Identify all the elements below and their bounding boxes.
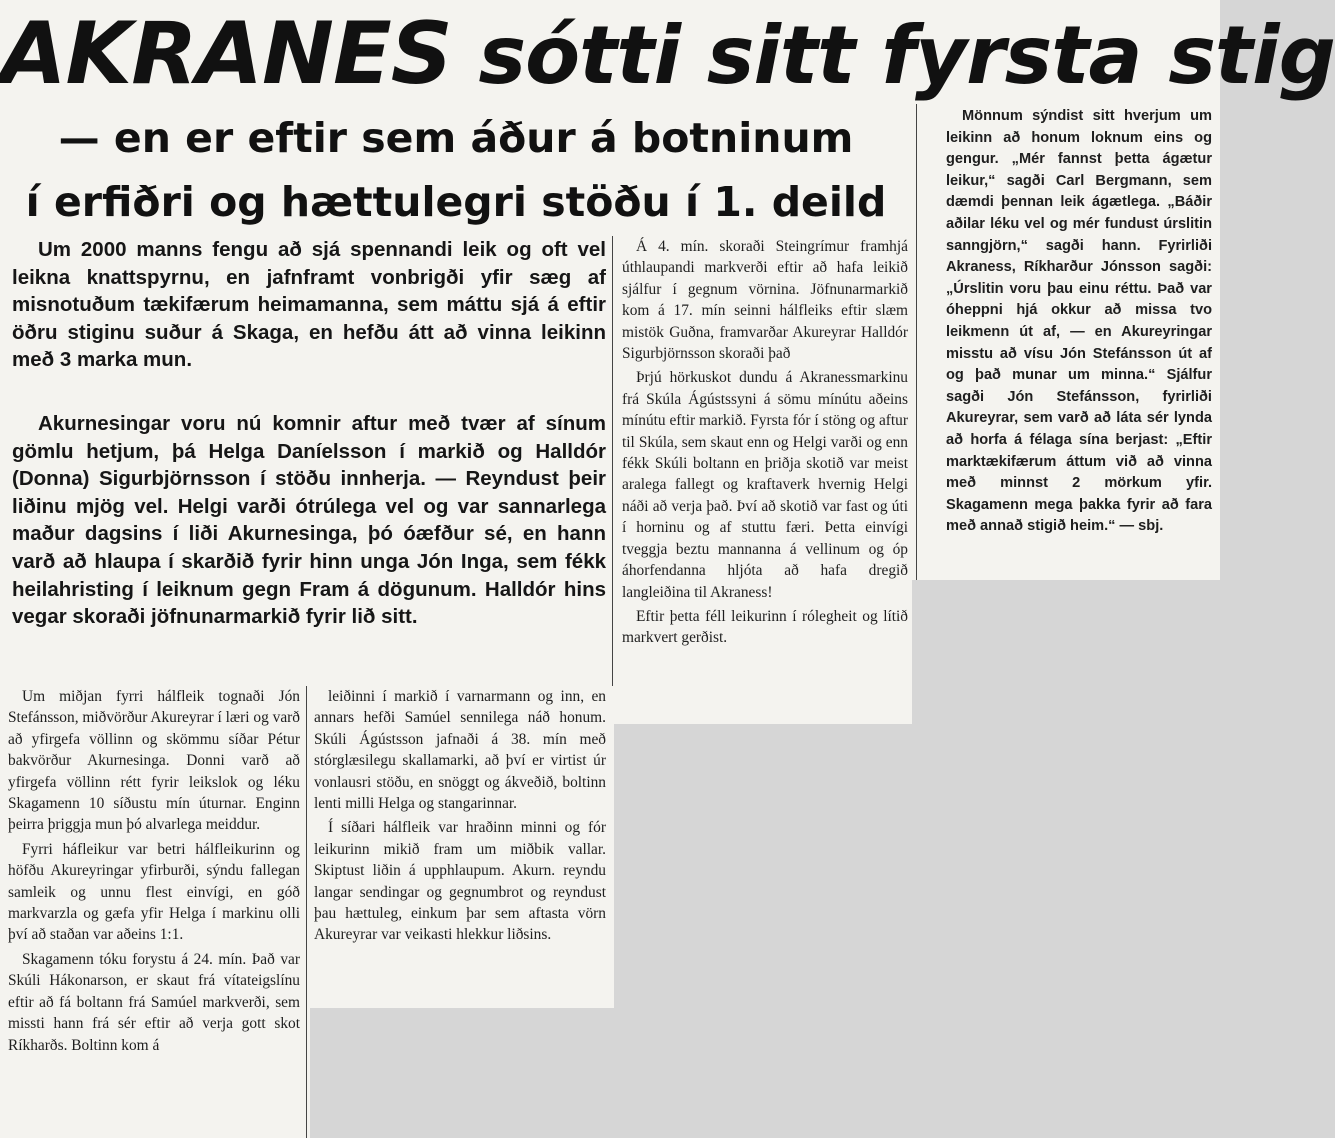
column-paragraph: Í síðari hálfleik var hraðinn minni og fór leikurinn mikið fram um miðbik vallar. Skiptust liðin á upphlaupum. Akurn. reyndu langar sendingar og gegnumbrot og reyndust þau hættuleg, einkum þar sem aftasta vörn Akureyrar var veikasti hlekkur liðsins.: [314, 819, 606, 944]
column-paragraph: Á 4. mín. skoraði Steingrímur framhjá úthlaupandi markverði eftir að hafa leikið sjálfur í gegnum vörnina. Jöfnunarmarkið kom á 17. mín seinni hálfleiks eftir slæm mistök Guðna, framvarðar Akureyrar Halldór Sigurbjörnsson skoraði það: [622, 238, 908, 363]
article-column-b: [8, 686, 300, 1059]
column-paragraph: leiðinni í markið í varnarmann og inn, en annars hefði Samúel sennilega náð honum. Skúli Ágústsson jafnaði á 38. mín með stórglæsilegu skallamarki, að því er virtist úr vonlausri stöðu, en snöggt og ákveðið, boltinn lenti milli Helga og stangarinnar.: [314, 688, 606, 813]
column-paragraph: Eftir þetta féll leikurinn í rólegheit og lítið markvert gerðist.: [622, 607, 908, 647]
headline: [0, 4, 1335, 104]
column-paragraph: Um miðjan fyrri hálfleik tognaði Jón Stefánsson, miðvörður Akureyrar í læri og varð að yfirgefa völlinn og skömmu síðar Pétur bakvörður Akurnesinga. Donni varð að yfirgefa völlinn rétt fyrir leikslok og léku Skagamenn 10 síðustu mín úturnar. Enginn þeirra þriggja mun þó alvarlega meiddur.: [8, 688, 300, 834]
article-column-c: [314, 686, 606, 949]
column-paragraph: Fyrri háfleikur var betri hálfleikurinn og höfðu Akureyringar yfirburði, sýndu fallegan samleik og unnu flest einvígi, en góð markvarzla og gæfa yfir Helga í markinu olli því að staðan var aðeins 1:1.: [8, 840, 300, 944]
headline-rest: sótti sitt fyrsta stig: [478, 9, 1335, 102]
column-divider: [916, 104, 917, 580]
clipping-lower-strip: [612, 684, 912, 724]
column-divider: [306, 686, 307, 1138]
column-paragraph: Mönnum sýndist sitt hverjum um leikinn að honum loknum eins og gengur. „Mér fannst þetta ágætur leikur,“ sagði Carl Bergmann, sem dæmdi þennan leik ágætlega. „Báðir aðilar léku vel og mér fundust úrslitin sanngjörn,“ sagði hann. Fyrirliði Akraness, Ríkharður Jónsson sagði: „Úrslitin voru þau einu réttu. Það var óheppni hjá okkur að missa tvo leikmenn út af, — en Akureyringar misstu að vísu Jón Stefánsson út af og það munar um minna.“ Sjálfur sagði Jón Stefánsson, fyrirliði Akureyrar, sem varð að láta sér lynda að horfa á félaga sína berjast: „Eftir marktækifærum áttum við að vinna með minnst 2 mörkum yfir. Skagamenn mega þakka fyrir að fara með annað stigið heim.“ — sbj.: [946, 108, 1212, 535]
second-block: [12, 410, 606, 631]
article-column-right: [946, 106, 1212, 541]
subheadline-line-1: — en er eftir sem áður á botninum: [58, 114, 854, 162]
article-column-a: [622, 236, 908, 652]
lead-block: [12, 236, 606, 374]
subheadline: [0, 106, 912, 234]
column-divider: [612, 236, 613, 686]
headline-team: AKRANES: [0, 4, 452, 104]
second-paragraph: Akurnesingar voru nú komnir aftur með tvær af sínum gömlu hetjum, þá Helga Daníelsson í markið og Halldór (Donna) Sigurbjörnsson í stöðu innherja. — Reyndust þeir liðinu mjög vel. Helgi varði ótrúlega vel og var sannarlega maður dagsins í liði Akurnesinga, þó óæfður sé, en hann varð að hlaupa í skarðið fyrir hinn unga Jón Inga, sem fékk heilahristing í leiknum gegn Fram á dögunum. Halldór hins vegar skoraði jöfnunarmarkið fyrir lið sitt.: [12, 412, 606, 629]
subheadline-line-2: í erfiðri og hættulegri stöðu í 1. deild: [25, 178, 887, 226]
lead-paragraph: Um 2000 manns fengu að sjá spennandi leik og oft vel leikna knattspyrnu, en jafnframt vonbrigði yfir sæg af misnotuðum tækifærum heimamanna, sem máttu sjá á eftir öðru stiginu suður á Skaga, en hefðu átt að vinna leikinn með 3 marka mun.: [12, 238, 606, 372]
column-paragraph: Skagamenn tóku forystu á 24. mín. Það var Skúli Hákonarson, er skaut frá vítateigslínu eftir að fá boltann frá Samúel markverði, sem missti hann frá sér eftir að verja gott skot Ríkharðs. Boltinn kom á: [8, 950, 300, 1054]
column-paragraph: Þrjú hörkuskot dundu á Akranessmarkinu frá Skúla Ágústssyni á sömu mínútu aðeins mínútu eftir markið. Fyrsta fór í stöng og aftur til Skúla, sem skaut enn og Helgi varði og enn fékk Skúli boltann en þriðja skotið var meist aralega fallegt og kraftaverk hvernig Helgi náði að verja það. Því að skotið var fast og úti í horninu og af stuttu færi. Þetta einvígi tveggja beztu mannanna á vellinum og óp áhorfendanna hljóta að hafa dregið langleiðina til Akraness!: [622, 369, 908, 601]
